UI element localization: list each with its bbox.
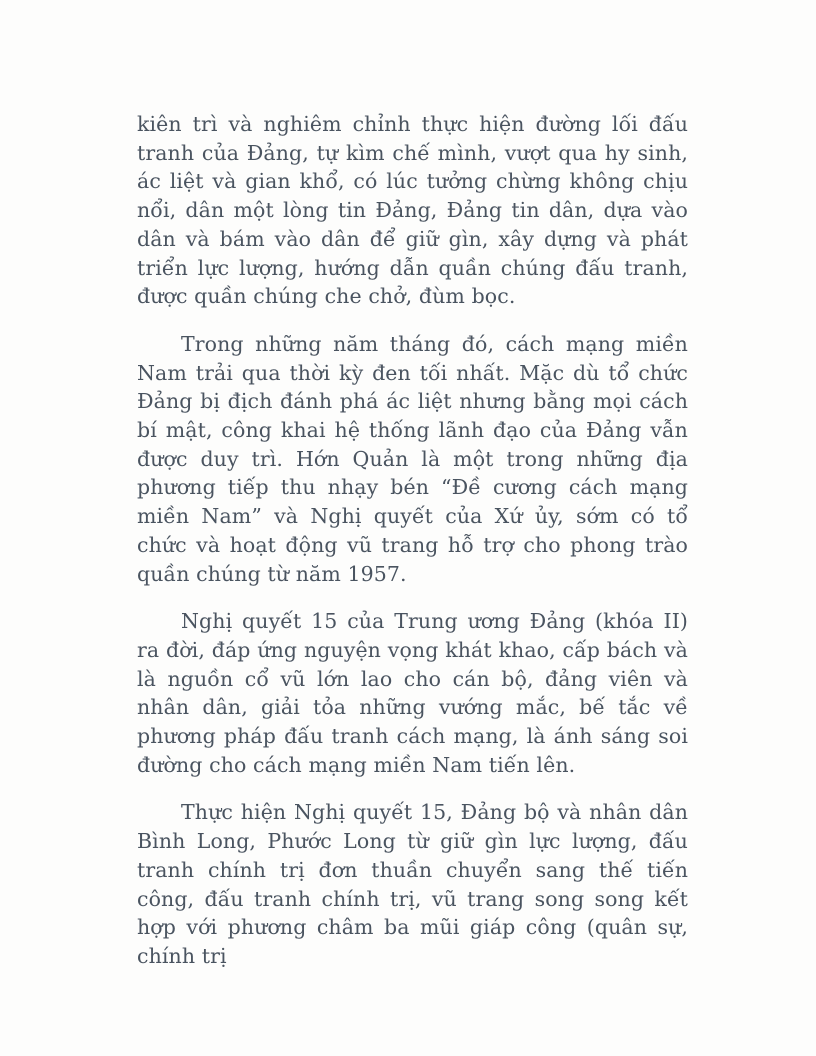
body-paragraph-2: Nghị quyết 15 của Trung ương Đảng (khóa II) ra đời, đáp ứng nguyện vọng khát khao, cấp bách và là nguồn cổ vũ lớn lao cho cán bộ, đảng viên và nhân dân, giải tỏa những vướng mắc, bế tắc về phương pháp đấu tranh cách mạng, là ánh sáng soi đường cho cách mạng miền Nam tiến lên. <box>137 609 688 777</box>
continuation-paragraph: kiên trì và nghiêm chỉnh thực hiện đường lối đấu tranh của Đảng, tự kìm chế mình, vượt qua hy sinh, ác liệt và gian khổ, có lúc tưởng chừng không chịu nổi, dân một lòng tin Đảng, Đảng tin dân, dựa vào dân và bám vào dân để giữ gìn, xây dựng và phát triển lực lượng, hướng dẫn quần chúng đấu tranh, được quần chúng che chở, đùm bọc. <box>137 112 688 309</box>
page-text-block <box>137 110 688 971</box>
body-paragraph-1: Trong những năm tháng đó, cách mạng miền Nam trải qua thời kỳ đen tối nhất. Mặc dù tổ chức Đảng bị địch đánh phá ác liệt nhưng bằng mọi cách bí mật, công khai hệ thống lãnh đạo của Đảng vẫn được duy trì. Hớn Quản là một trong những địa phương tiếp thu nhạy bén “Đề cương cách mạng miền Nam” và Nghị quyết của Xứ ủy, sớm có tổ chức và hoạt động vũ trang hỗ trợ cho phong trào quần chúng từ năm 1957. <box>137 331 688 586</box>
body-paragraph-3: Thực hiện Nghị quyết 15, Đảng bộ và nhân dân Bình Long, Phước Long từ giữ gìn lực lượng, đấu tranh chính trị đơn thuần chuyển sang thế tiến công, đấu tranh chính trị, vũ trang song song kết hợp với phương châm ba mũi giáp công (quân sự, chính trị <box>137 800 688 968</box>
